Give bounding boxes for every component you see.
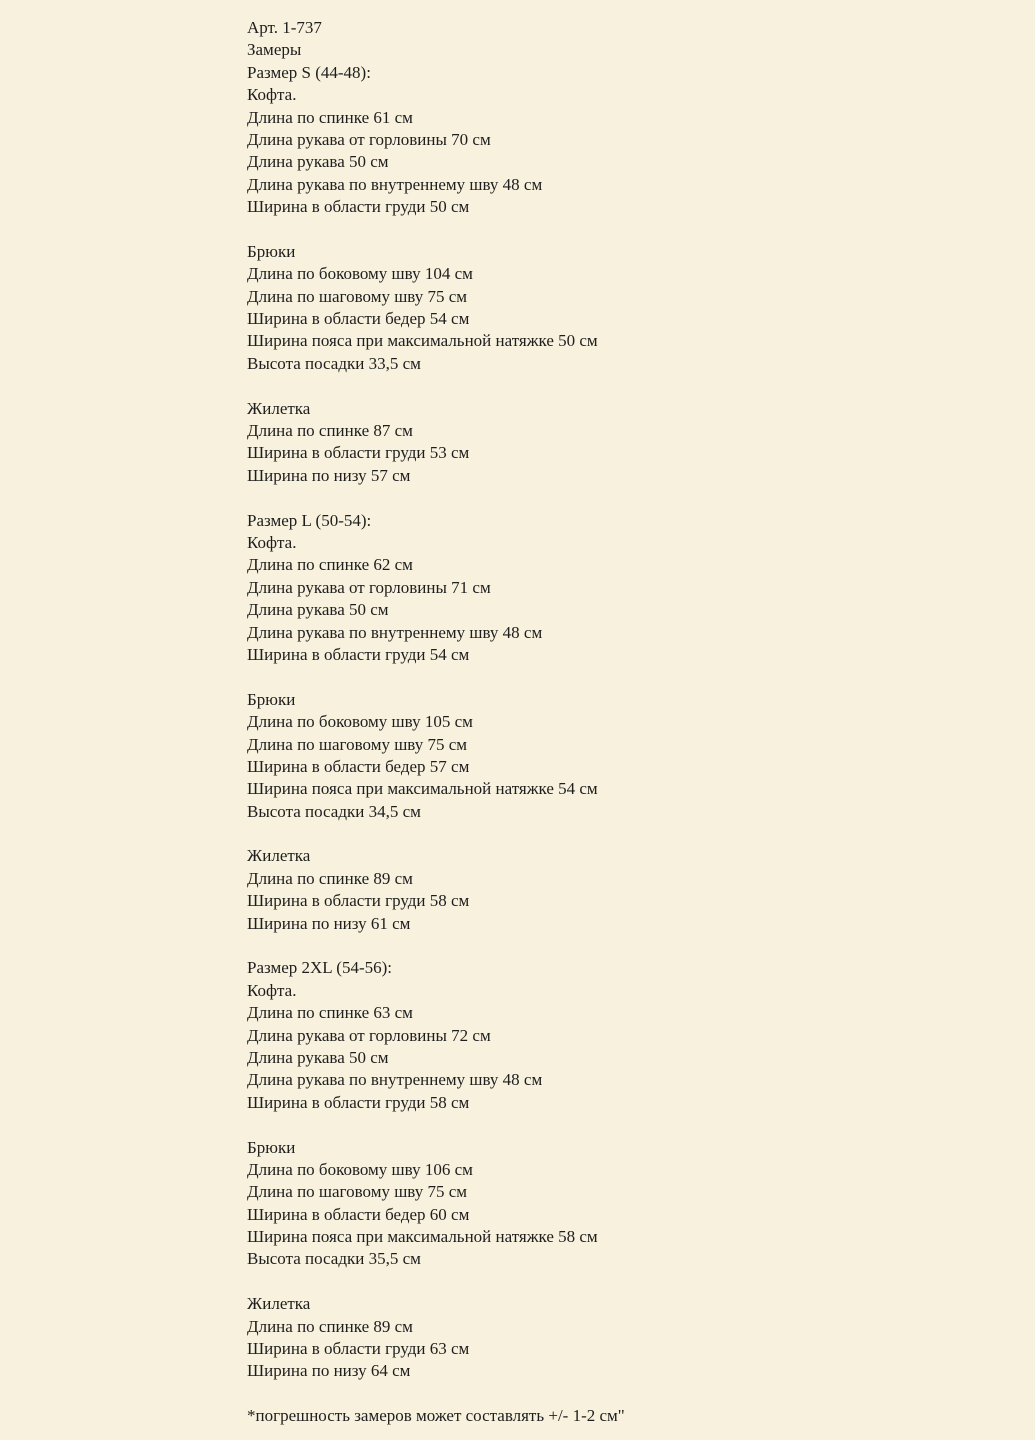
- measurement-line: Ширина в области груди 63 см: [247, 1339, 470, 1359]
- measurement-line: Ширина по низу 57 см: [247, 465, 411, 485]
- measurement-line: Ширина в области груди 50 см: [247, 197, 470, 217]
- size-heading: Размер 2XL (54-56):: [247, 958, 393, 978]
- measurement-line: Ширина пояса при максимальной натяжке 50 см: [247, 331, 598, 351]
- measurement-line: Ширина в области бедер 54 см: [247, 309, 470, 329]
- garment-section-vest: [247, 845, 625, 935]
- measurement-line: Ширина в области груди 58 см: [247, 1092, 470, 1112]
- measurement-line: Ширина в области бедер 60 см: [247, 1204, 470, 1224]
- spacer: [247, 219, 625, 241]
- size-block-l: [247, 510, 625, 935]
- measurement-line: Высота посадки 33,5 см: [247, 353, 421, 373]
- spacer: [247, 823, 625, 845]
- garment-section-jacket: [247, 84, 625, 218]
- garment-section-trousers: [247, 241, 625, 375]
- measurement-line: Ширина пояса при максимальной натяжке 54 см: [247, 779, 598, 799]
- measurement-line: Длина рукава 50 см: [247, 600, 389, 620]
- garment-section-jacket: [247, 532, 625, 666]
- measurement-line: Длина по спинке 62 см: [247, 555, 413, 575]
- article-number: Арт. 1-737: [247, 18, 322, 37]
- measurement-line: Ширина по низу 61 см: [247, 913, 411, 933]
- measurement-line: Длина рукава от горловины 72 см: [247, 1025, 491, 1045]
- spacer: [247, 1271, 625, 1293]
- garment-section-jacket: [247, 980, 625, 1114]
- garment-title: Жилетка: [247, 846, 311, 866]
- size-block-2xl: [247, 957, 625, 1382]
- measurement-line: Ширина в области груди 53 см: [247, 443, 470, 463]
- measurement-line: Длина по спинке 89 см: [247, 1316, 413, 1336]
- measurement-line: Длина по шаговому шву 75 см: [247, 1182, 468, 1202]
- garment-section-vest: [247, 398, 625, 488]
- measurement-line: Ширина в области груди 58 см: [247, 891, 470, 911]
- garment-title: Кофта.: [247, 532, 297, 552]
- measurement-line: Длина по боковому шву 106 см: [247, 1159, 473, 1179]
- garment-title: Жилетка: [247, 1294, 311, 1314]
- garment-section-vest: [247, 1293, 625, 1383]
- measurement-line: Длина по спинке 61 см: [247, 107, 413, 127]
- measurement-line: Ширина пояса при максимальной натяжке 58 см: [247, 1227, 598, 1247]
- measurement-line: Ширина в области груди 54 см: [247, 644, 470, 664]
- measurement-line: Длина рукава от горловины 70 см: [247, 129, 491, 149]
- measurement-line: Длина по спинке 87 см: [247, 421, 413, 441]
- garment-title: Брюки: [247, 241, 296, 261]
- garment-title: Жилетка: [247, 398, 311, 418]
- spacer: [247, 375, 625, 397]
- garment-title: Брюки: [247, 689, 296, 709]
- measurement-line: Высота посадки 35,5 см: [247, 1249, 421, 1269]
- spacer: [247, 666, 625, 688]
- garment-section-trousers: [247, 1137, 625, 1271]
- garment-title: Кофта.: [247, 85, 297, 105]
- spacer: [247, 487, 625, 509]
- size-heading: Размер S (44-48):: [247, 62, 371, 82]
- measurement-line: Длина по шаговому шву 75 см: [247, 734, 468, 754]
- measurement-line: Высота посадки 34,5 см: [247, 801, 421, 821]
- measurement-line: Длина рукава по внутреннему шву 48 см: [247, 1070, 543, 1090]
- measurement-line: Длина по спинке 89 см: [247, 868, 413, 888]
- document-title: Замеры: [247, 40, 302, 60]
- measurement-line: Длина по боковому шву 104 см: [247, 264, 473, 284]
- spacer: [247, 1383, 625, 1405]
- garment-section-trousers: [247, 689, 625, 823]
- measurements-document: [247, 17, 625, 1428]
- measurement-line: Длина рукава по внутреннему шву 48 см: [247, 174, 543, 194]
- measurement-line: Длина рукава по внутреннему шву 48 см: [247, 622, 543, 642]
- measurement-line: Длина рукава 50 см: [247, 1047, 389, 1067]
- measurement-line: Длина рукава от горловины 71 см: [247, 577, 491, 597]
- footnote: *погрешность замеров может составлять +/- 1-2 см": [247, 1406, 625, 1426]
- measurement-line: Длина по боковому шву 105 см: [247, 712, 473, 732]
- spacer: [247, 935, 625, 957]
- garment-title: Кофта.: [247, 980, 297, 1000]
- measurement-line: Длина по спинке 63 см: [247, 1003, 413, 1023]
- measurement-line: Длина рукава 50 см: [247, 152, 389, 172]
- spacer: [247, 1114, 625, 1136]
- size-block-s: [247, 62, 625, 487]
- measurement-line: Длина по шаговому шву 75 см: [247, 286, 468, 306]
- garment-title: Брюки: [247, 1137, 296, 1157]
- measurement-line: Ширина в области бедер 57 см: [247, 756, 470, 776]
- size-heading: Размер L (50-54):: [247, 510, 372, 530]
- measurement-line: Ширина по низу 64 см: [247, 1361, 411, 1381]
